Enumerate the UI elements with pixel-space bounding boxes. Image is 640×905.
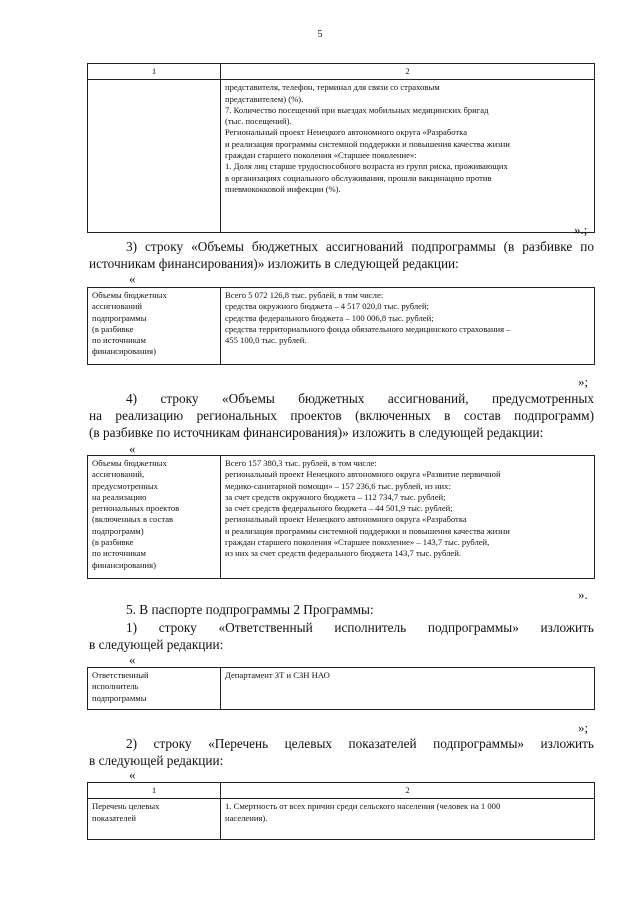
open-quote-5b: « [129,767,136,782]
budget-table [87,287,595,365]
close-quote-1: ».; [574,222,588,237]
item5-sub2: 2) строку «Перечень целевых показателей подпрограммы» изложить в следующей редакции: [89,736,594,768]
table-header-col1: 1 [88,64,221,80]
open-quote-4: « [129,441,136,456]
indicators-table [87,63,595,233]
regional-projects-table [87,455,595,579]
regional-value-cell: Всего 157 380,3 тыс. рублей, в том числе: региональный проект Ненецкого автономного округа «Развитие первичной медико-санитарной помощи» – 157 236,6 тыс. рублей, из них: за счет средств окружного бюджета – 112 734,7 тыс. рублей; за счет средств федерального бюджета – 44 501,9 тыс. рублей; региональный проект Ненецкого автономного округа «Разработка и реализация программы системной поддержки и повышения качества жизни граждан старшего поколения «Старшее поколение» – 143,7 тыс. рублей, из них за счет средств федерального бюджета 143,7 тыс. рублей. [221,456,595,579]
item4-text: 4) строку «Объемы бюджетных ассигнований, предусмотренных на реализацию региональных проектов (включенных в состав подпрограмм) (в разбивке по источникам финансирования)» изложить в следующей редакции: [89,391,594,440]
table-header-col2: 2 [221,64,595,80]
table-cell-indicators: представителя, телефон, терминал для связи со страховым представителем) (%). 7. Количество посещений при выездах мобильных медицинских бригад (тыс. посещений). Региональный проект Ненецкого автономного округа «Разработка и реализация программы системной поддержки и повышения качества жизни граждан старшего поколения «Старшее поколение»: 1. Доля лиц старше трудоспособного возраста из групп риска, проживающих в организациях социального обслуживания, прошли вакцинацию против пневмококковой инфекции (%). [221,80,595,233]
open-quote-3: « [129,271,136,286]
page-number: 5 [317,29,323,40]
table-header-col1: 1 [88,783,221,799]
table-header-col2: 2 [221,783,595,799]
responsible-value-cell: Департамент ЗТ и СЗН НАО [221,668,595,710]
close-quote-5a: »; [578,720,589,735]
responsible-label-cell: Ответственный исполнитель подпрограммы [88,668,221,710]
budget-label-cell: Объемы бюджетных ассигнований подпрограммы (в разбивке по источникам финансирования) [88,288,221,365]
close-quote-3: »; [578,374,589,389]
item3-text: 3) строку «Объемы бюджетных ассигнований подпрограммы (в разбивке по источникам финансирования)» изложить в следующей редакции: [89,239,594,271]
close-quote-4: ». [578,587,588,602]
budget-value-cell: Всего 5 072 126,8 тыс. рублей, в том числе: средства окружного бюджета – 4 517 020,0 тыс. рублей; средства федерального бюджета – 100 006,8 тыс. рублей; средства территориального фонда обязательного медицинского страхования – 455 100,0 тыс. рублей. [221,288,595,365]
item5-sub1: 1) строку «Ответственный исполнитель подпрограммы» изложить в следующей редакции: [89,620,594,652]
responsible-table [87,667,595,710]
regional-label-cell: Объемы бюджетных ассигнований, предусмотренных на реализацию региональных проектов (включенных в состав подпрограмм) (в разбивке по источникам финансирования) [88,456,221,579]
open-quote-5a: « [129,652,136,667]
target-value-cell: 1. Смертность от всех причин среди сельского населения (человек на 1 000 населения). [221,799,595,840]
target-label-cell: Перечень целевых показателей [88,799,221,840]
item5-heading: 5. В паспорте подпрограммы 2 Программы: [126,602,374,617]
target-indicators-table [87,782,595,840]
table-cell-empty [88,80,221,233]
